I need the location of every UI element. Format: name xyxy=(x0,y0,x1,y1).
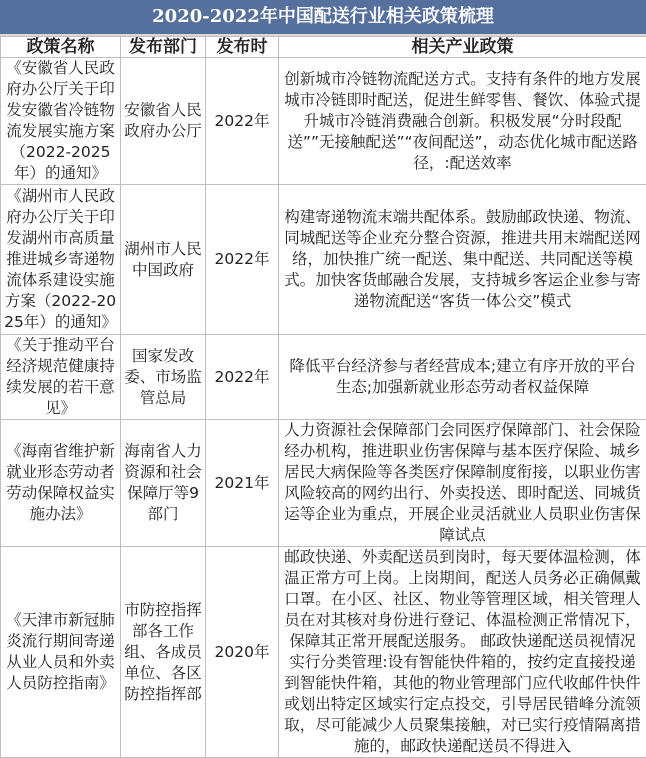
policy-content: 降低平台经济参与者经营成本;建立有序开放的平台生态;加强新就业形态劳动者权益保障 xyxy=(279,335,646,420)
policy-content: 构建寄递物流末端共配体系。鼓励邮政快递、物流、同城配送等企业充分整合资源，推进共用末端配送网络，加快推广统一配送、集中配送、共同配送等模式。加快客货邮融合发展，支持城乡客运企业参与寄递物流配送“客货一体公交”模式 xyxy=(279,185,646,335)
header-row xyxy=(1,37,646,58)
policy-name: 《湖州市人民政府办公厅关于印发湖州市高质量推进城乡寄递物流体系建设实施方案（2022-2025年）的通知》 xyxy=(1,185,121,335)
table-row xyxy=(1,420,646,547)
year: 2022年 xyxy=(206,335,279,420)
policy-table xyxy=(0,36,646,758)
department: 国家发改委、市场监管总局 xyxy=(121,335,206,420)
year: 2022年 xyxy=(206,58,279,185)
header-date: 发布时 xyxy=(206,37,279,58)
year: 2022年 xyxy=(206,185,279,335)
policy-name: 《天津市新冠肺炎流行期间寄递从业人员和外卖人员防控指南》 xyxy=(1,547,121,758)
department: 海南省人力资源和社会保障厅等9部门 xyxy=(121,420,206,547)
table-row xyxy=(1,547,646,758)
policy-content: 邮政快递、外卖配送员到岗时，每天要体温检测，体温正常方可上岗。上岗期间，配送人员务必正确佩戴口罩。在小区、社区、物业等管理区域，相关管理人员在对其核对身份进行登记、体温检测正常情况下，保障其正常开展配送服务。 邮政快递配送员视情况实行分类管理:设有智能快件箱的，按约定直接投递到智能快件箱，其他的物业管理部门应代收邮件快件或划出特定区域实行定点投交，引导居民错峰分流领取，尽可能减少人员聚集接触，对已实行疫情隔离措施的，邮政快递配送员不得进入 xyxy=(279,547,646,758)
policy-name: 《海南省维护新就业形态劳动者劳动保障权益实施办法》 xyxy=(1,420,121,547)
policy-name: 《关于推动平台经济规范健康持续发展的若干意见》 xyxy=(1,335,121,420)
department: 湖州市人民中国政府 xyxy=(121,185,206,335)
table-row xyxy=(1,58,646,185)
policy-name: 《安徽省人民政府办公厅关于印发安徽省冷链物流发展实施方案（2022-2025年）的通知》 xyxy=(1,58,121,185)
department: 市防控指挥部各工作组、各成员单位、各区防控指挥部 xyxy=(121,547,206,758)
policy-content: 创新城市冷链物流配送方式。支持有条件的地方发展城市冷链即时配送，促进生鲜零售、餐饮、体验式提升城市冷链消费融合创新。积极发展“分时段配送””无接触配送”“夜间配送”，动态优化城市配送路径，:配送效率 xyxy=(279,58,646,185)
department: 安徽省人民政府办公厅 xyxy=(121,58,206,185)
year: 2021年 xyxy=(206,420,279,547)
year: 2020年 xyxy=(206,547,279,758)
header-policy-name: 政策名称 xyxy=(1,37,121,58)
policy-content: 人力资源社会保障部门会同医疗保障部门、社会保险经办机构，推进职业伤害保障与基本医疗保险、城乡居民大病保险等各类医疗保障制度衔接，以职业伤害风险较高的网约出行、外卖投送、即时配送、同城货运等企业为重点，开展企业灵活就业人员职业伤害保障试点 xyxy=(279,420,646,547)
table-row xyxy=(1,335,646,420)
header-department: 发布部门 xyxy=(121,37,206,58)
table-title: 2020-2022年中国配送行业相关政策梳理 xyxy=(0,0,646,36)
table-row xyxy=(1,185,646,335)
header-related-policy: 相关产业政策 xyxy=(279,37,646,58)
